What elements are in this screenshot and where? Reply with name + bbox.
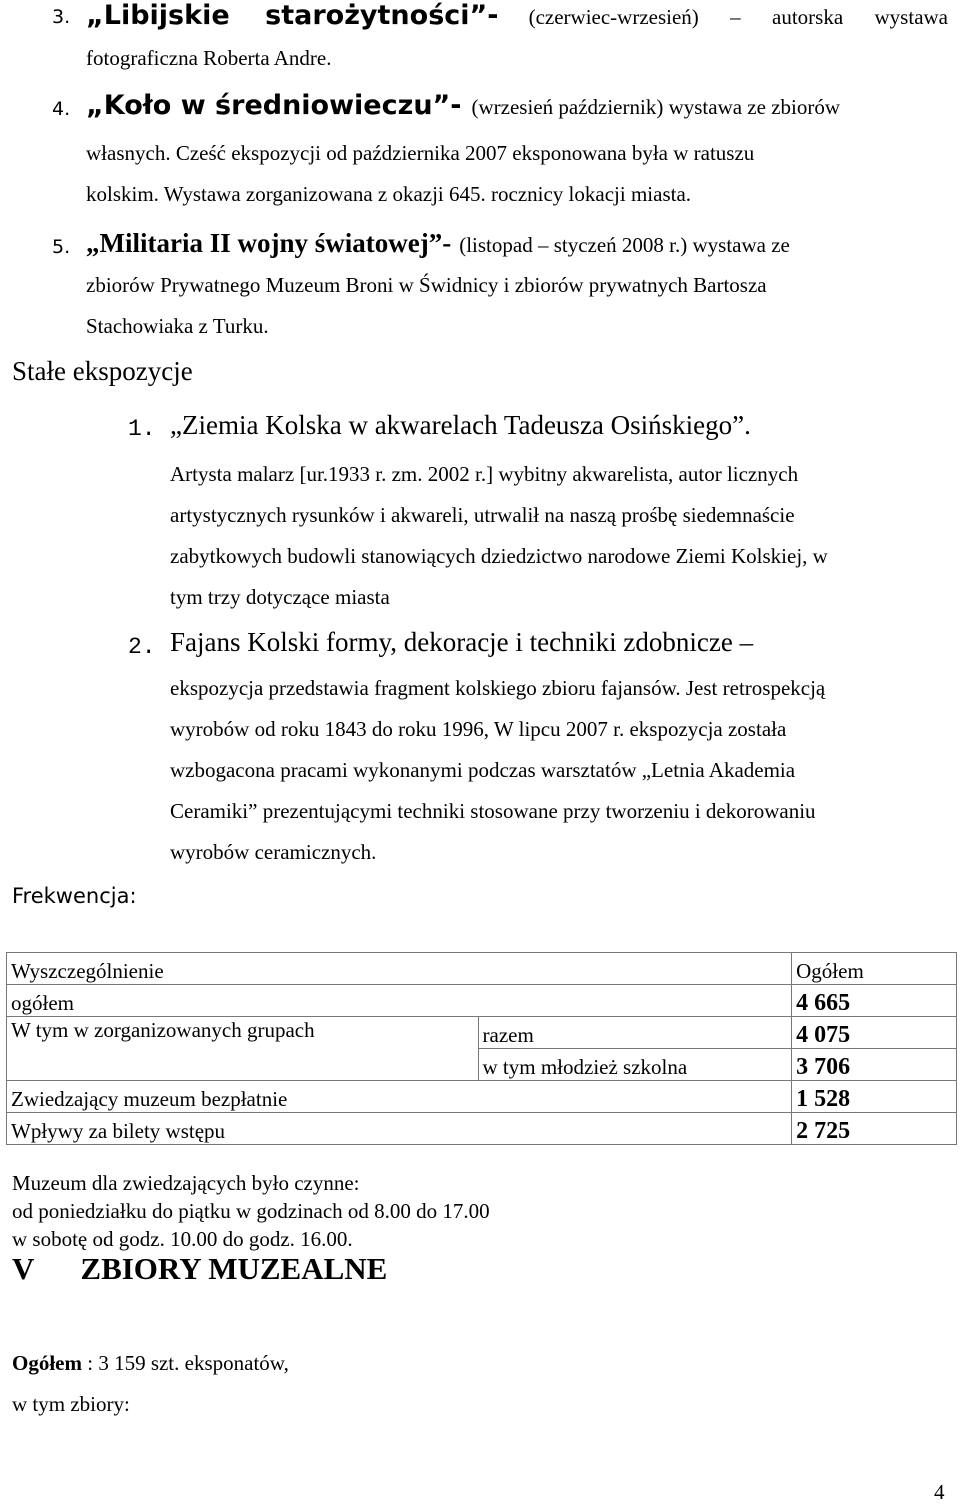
collections-total [12,1351,289,1376]
table-row [7,1081,957,1113]
exhibition-text: wyrobów ceramicznych. [170,840,377,864]
exhibition-line [86,228,790,259]
section-heading: Frekwencja: [12,884,137,908]
table-cell: W tym w zorganizowanych grupach [7,1017,479,1081]
chapter-title: ZBIORY MUZEALNE [80,1251,388,1286]
page-number: 4 [934,1480,945,1504]
collections-sub: w tym zbiory: [12,1392,130,1416]
hours-text: w sobotę od godz. 10.00 do godz. 16.00. [12,1227,353,1251]
hours-text: Muzeum dla zwiedzających było czynne: [12,1171,360,1195]
exhibition-title: „Koło w średniowieczu”- [86,90,462,121]
exhibition-text: ekspozycja przedstawia fragment kolskiego zbioru fajansów. Jest retrospekcją [170,676,826,700]
list-number: 1. [128,416,156,442]
table-cell: Zwiedzający muzeum bezpłatnie [7,1081,792,1113]
exhibition-text: zbiorów Prywatnego Muzeum Broni w Świdnicy i zbiorów prywatnych Bartosza [86,273,767,297]
attendance-table [6,952,957,1145]
list-number: 5. [52,236,71,258]
chapter-heading [12,1251,387,1287]
collections-total-label: Ogółem [12,1351,82,1375]
exhibition-text: zabytkowych budowli stanowiących dziedzictwo narodowe Ziemi Kolskiej, w [170,544,828,568]
table-row [7,1113,957,1145]
table-row [7,985,957,1017]
table-value: 4 075 [792,1017,957,1049]
exhibition-title: „Militaria II wojny światowej”- [86,228,452,258]
table-cell: Wpływy za bilety wstępu [7,1113,792,1145]
table-row [7,1017,957,1049]
exhibition-text: własnych. Cześć ekspozycji od października 2007 eksponowana była w ratuszu [86,141,755,165]
exhibition-title: „Ziemia Kolska w akwarelach Tadeusza Osińskiego”. [170,410,751,440]
exhibition-line [86,0,948,31]
list-number: 3. [52,6,71,28]
exhibition-title: „Libijskie starożytności”- [86,0,499,31]
hours-text: od poniedziałku do piątku w godzinach od 8.00 do 17.00 [12,1199,490,1223]
exhibition-text: (listopad – styczeń 2008 r.) wystawa ze [459,233,790,257]
exhibition-text: wyrobów od roku 1843 do roku 1996, W lipcu 2007 r. ekspozycja została [170,717,787,741]
table-header-cell: Wyszczególnienie [7,953,792,985]
exhibition-text: Ceramiki” prezentującymi techniki stosowane przy tworzeniu i dekorowaniu [170,799,816,823]
exhibition-text: Stachowiaka z Turku. [86,314,269,338]
table-value: 1 528 [792,1081,957,1113]
exhibition-line [86,90,840,121]
chapter-number: V [12,1251,35,1286]
list-number: 4. [52,98,71,120]
table-value: 3 706 [792,1049,957,1081]
table-cell: w tym młodzież szkolna [478,1049,792,1081]
table-cell: ogółem [7,985,792,1017]
exhibition-text: (czerwiec-wrzesień) – autorska wystawa [528,5,948,29]
table-header-row [7,953,957,985]
collections-total-value: : 3 159 szt. eksponatów, [81,1351,289,1375]
section-heading: Stałe ekspozycje [12,356,193,386]
table-cell: razem [478,1017,792,1049]
exhibition-text: fotograficzna Roberta Andre. [86,46,332,70]
exhibition-text: tym trzy dotyczące miasta [170,585,390,609]
table-value: 2 725 [792,1113,957,1145]
exhibition-text: Artysta malarz [ur.1933 r. zm. 2002 r.] wybitny akwarelista, autor licznych [170,462,799,486]
exhibition-text: artystycznych rysunków i akwareli, utrwalił na naszą prośbę siedemnaście [170,503,795,527]
exhibition-title: Fajans Kolski formy, dekoracje i techniki zdobnicze – [170,627,754,657]
exhibition-text: (wrzesień październik) wystawa ze zbiorów [471,95,841,119]
list-number: 2. [128,634,156,660]
exhibition-text: kolskim. Wystawa zorganizowana z okazji 645. rocznicy lokacji miasta. [86,182,692,206]
table-header-cell: Ogółem [792,953,957,985]
table-value: 4 665 [792,985,957,1017]
exhibition-text: wzbogacona pracami wykonanymi podczas warsztatów „Letnia Akademia [170,758,796,782]
